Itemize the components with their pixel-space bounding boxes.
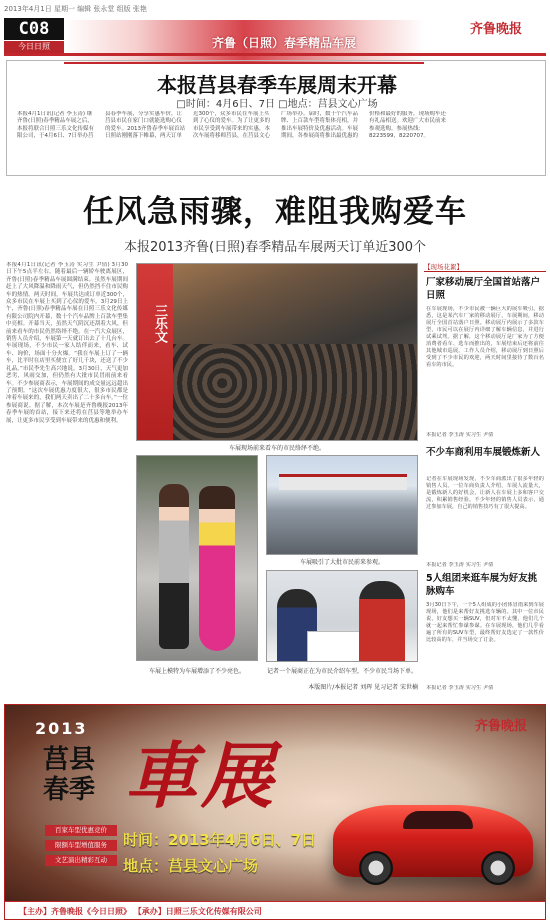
sidebar-column xyxy=(424,262,546,694)
notice-title: 本报莒县春季车展周末开幕 xyxy=(157,73,397,97)
page-meta-line: 2013年4月1日 星期一 编辑 张永堂 组版 张艳 xyxy=(4,5,147,13)
sidebar-item-title: 不少车商利用车展锻炼新人 xyxy=(426,447,541,458)
banner-slogan: 齐鲁（日照）春季精品车展 xyxy=(211,36,356,50)
ad-tag-list xyxy=(45,825,117,870)
ad-tag: 文艺演出精彩互动 xyxy=(45,855,117,866)
car-wheel-front xyxy=(359,851,393,885)
red-banner-flag xyxy=(137,264,173,441)
header-divider xyxy=(4,53,546,56)
photo-caption-desk: 记者一个展商正在为市民介绍车型，不少市民当场下单。 xyxy=(266,668,417,675)
ad-title xyxy=(43,745,103,805)
article-body: 本报4月1日讯(记者 李玉涛 实习生 尹倩) 3月30日下午5点半左右，随着最后一辆轿车驶离展区，齐鲁(日照)春季精品车展圆满结束。虽然车展期间赶上了大风降温和降雨天气，但仍然挡不住市民购车的热情。两天时间，车展共达成订单近300个，众多市民在车展上买到了心仪的爱车。3月29日上午，齐鲁(日照)春季精品车展在日照三乐文化传媒有限公司院内开幕，数十个汽车品牌上百款车型集中亮相。开幕当天，虽然天气阴沉还刮着大风，但前来看车的市民仍然络绎不绝。在一汽大众展区，销售人员介绍，车展第一天就订出去了十几台车。车展现场，不少市民一家人结伴而来，看车、试车、询价，场面十分火爆。“我在车展上订了一辆车，比平时在店里买便宜了好几千块，还送了不少礼品。”市民李先生高兴地说。3月30日，天气更加恶劣，风雨交加，但仍然有大批市民冒雨前来看车。不少参展商表示，车展期间的成交量远远超出了预期。“这次车展优惠力度很大，很多市民都是冲着车展来的，我们两天卖出了二十多台车。”一位参展商说。据了解，本次车展是齐鲁晚报2013年春季车展的首站，接下来还将在莒县等地举办车展，让更多市民享受到车展带来的优惠和便利。 xyxy=(6,262,128,424)
ad-footer: 【主办】齐鲁晚报《今日日照》 【承办】日照三乐文化传媒有限公司 xyxy=(5,901,546,920)
exhibition-tent xyxy=(279,474,407,490)
models-photo xyxy=(136,455,258,661)
page-number: C08 xyxy=(4,18,64,40)
sidebar-item-body: 记者在车展现场发现，不少车商派出了很多年轻的销售人员。一位车商负责人介绍，车展人流量大，是锻炼新人的好机会，让新人在车展上多和客户交流，积累销售经验。不少年轻的销售人员表示，通过参加车展，自己的销售技巧有了很大提高。 xyxy=(426,476,544,510)
ad-place: 地点：莒县文心广场 xyxy=(123,857,259,875)
crowd-photo xyxy=(136,263,418,441)
sidebar-item-title: 厂家移动展厅全国首站落户日照 xyxy=(426,277,541,301)
notice-box xyxy=(6,60,546,176)
model-figure-left xyxy=(159,484,189,649)
sidebar-item-body: 3月30日下午，一个5人组成的小团体冒雨来到车展现场，他们是来帮好友挑选车辆的。其中一位市民说，好友想买一辆SUV，但对车不太懂，他们几个就一起来帮忙参谋参谋。在车展现场，他们几乎看遍了所有的SUV车型，最终帮好友选定了一款性价比较高的车，并当场交了订金。 xyxy=(426,602,544,643)
salesperson-figure xyxy=(359,581,405,662)
notice-body: 本报4月1日讯(记者 李玉涛) 继齐鲁(日照)春季精品车展之后，本报将联合日照三乐文化传媒有限公司，于4月6日、7日举办莒县春季车展，分享实惠车价，让莒县市民在家门口就能选购心仪的爱车。2013齐鲁春季车展首站日照站刚刚落下帷幕，两天订单近300个，众多市民在车展上买到了心仪的爱车。为了让更多的市民享受到车展带来的实惠，本次车展将移师莒县，在莒县文心广场举办。届时，数十个汽车品牌、上百款车型将集体亮相，并推出车展特价及优惠活动。车展期间，各参展商将推出最优惠的价格和最好的服务，现场购车还有礼品相送。欢迎广大市民前来参观选购。参展热线：8223599，8220707。 xyxy=(17,111,447,140)
ad-title-line: 春季 xyxy=(43,775,96,805)
photo-byline: 本版图片/本报记者 刘珲 见习记者 宋世楠 xyxy=(308,684,418,691)
sales-desk-photo xyxy=(266,570,418,662)
section-banner xyxy=(64,20,424,64)
notice-info: □时间：4月6日、7日 □地点：莒县文心广场 xyxy=(176,99,378,110)
ad-title-line: 莒县 xyxy=(43,745,96,775)
sidebar-item-byline: 本报记者 李玉涛 实习生 尹倩 xyxy=(426,432,494,438)
photo-caption-main: 车展现场前来看车的市民络绎不绝。 xyxy=(228,445,325,452)
sidebar-item-byline: 本报记者 李玉涛 实习生 尹倩 xyxy=(426,685,494,691)
main-headline: 任风急雨骤，难阻我购爱车 xyxy=(83,194,467,230)
ad-brand-logo: 齐鲁晚报 xyxy=(475,719,528,734)
ad-tag: 百家车型优惠竞价 xyxy=(45,825,117,836)
main-subheadline: 本报2013齐鲁(日照)春季精品车展两天订单近300个 xyxy=(123,240,427,255)
ad-year: 2013 xyxy=(35,719,88,738)
sidebar-item-byline: 本报记者 李玉涛 实习生 尹倩 xyxy=(426,562,494,568)
masthead-brand: 齐鲁晚报 xyxy=(470,22,523,37)
ad-tag: 限额车型增值服务 xyxy=(45,840,117,851)
red-sports-car-image xyxy=(333,805,533,877)
photo-caption-lot: 车展吸引了大批市民前来参观。 xyxy=(299,559,384,566)
car-show-advertisement xyxy=(4,704,546,920)
crowd-shape xyxy=(173,344,418,441)
car-windshield xyxy=(403,811,473,829)
car-wheel-rear xyxy=(481,851,515,885)
flag-lettering: 三乐文 xyxy=(152,304,167,343)
section-tag: 今日日照 xyxy=(4,41,64,53)
sidebar-item-title: 5人组团来逛车展为好友挑脉购车 xyxy=(426,573,538,597)
model-figure-right xyxy=(199,486,235,651)
photo-caption-models: 车展上模特为车展增添了不少亮色。 xyxy=(148,668,245,675)
sidebar-item-body: 在车展现场，不少市民被一辆巨大的展车吸引。据悉，这是某汽车厂家的移动展厅，车展期间，移动展厅全国首站落户日照。移动展厅内展示了多款车型，市民可以在展厅内详细了解车辆信息，并进行试乘试驾。据了解，这个移动展厅是厂家为了方便消费者看车、选车而推出的，车展结束后还将前往其他城市巡展。工作人员介绍，移动展厅到日照后受到了不少市民的欢迎，两天时间里接待了数百名看车的市民。 xyxy=(426,306,544,368)
ad-calligraphy: 車展 xyxy=(125,733,278,818)
sidebar-label: 【现场花絮】 xyxy=(424,262,546,272)
car-lot-photo xyxy=(266,455,418,555)
ad-time: 时间：2013年4月6日、7日 xyxy=(123,831,317,849)
